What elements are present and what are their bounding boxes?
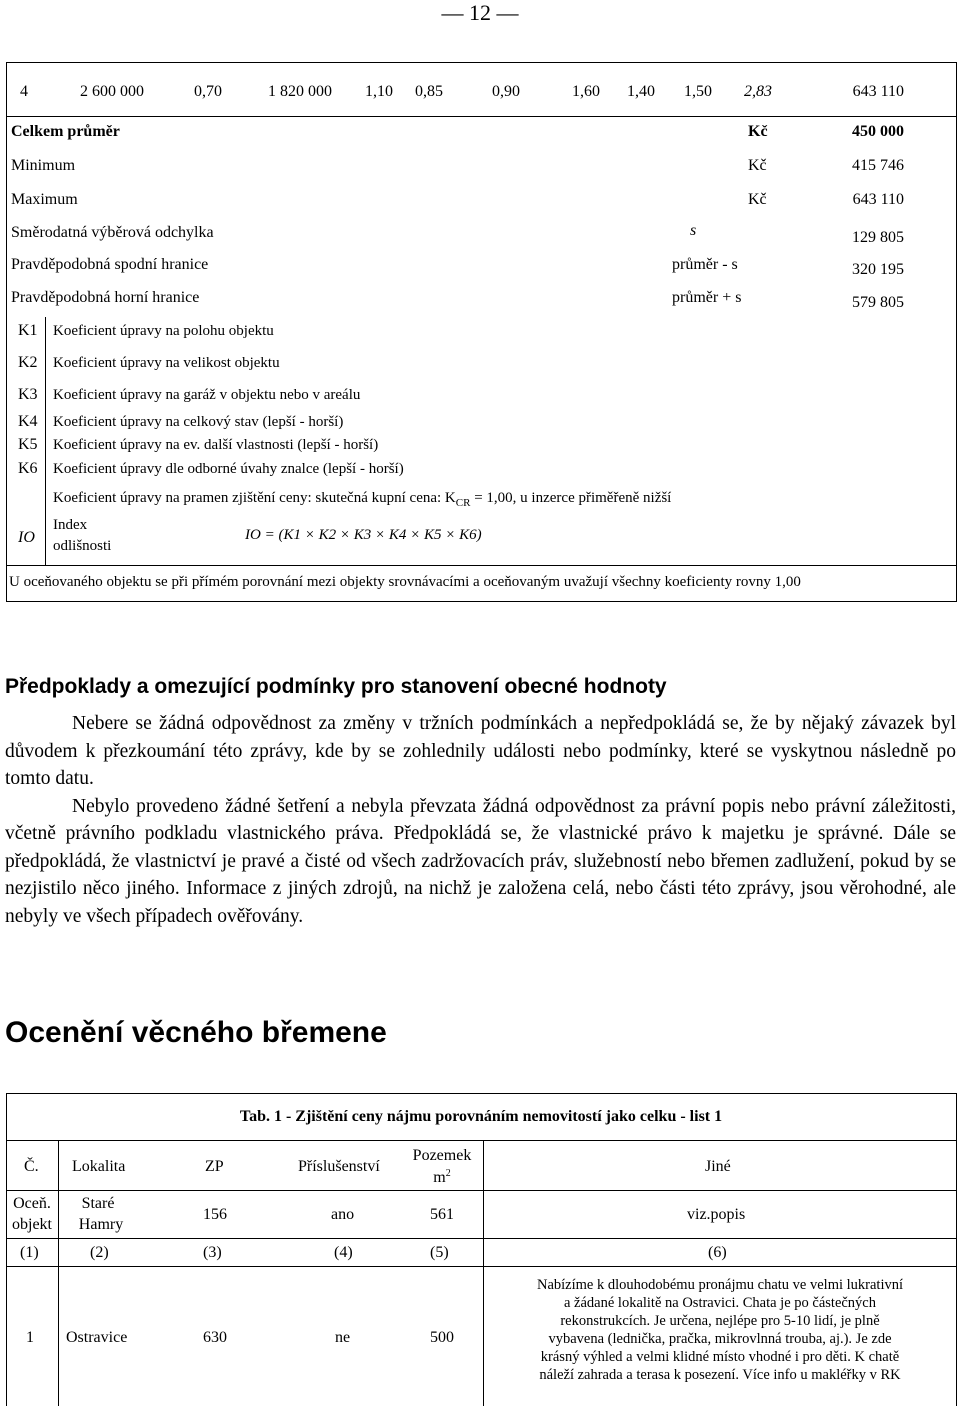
kcr-line: [53, 489, 671, 508]
header-c: Č.: [24, 1158, 39, 1175]
num-1: (1): [20, 1244, 39, 1261]
row4-k5: 1,40: [627, 83, 655, 100]
stat-value-avg: 450 000: [852, 123, 904, 140]
kcr-sub: CR: [455, 497, 471, 509]
header-lokalita: Lokalita: [72, 1158, 126, 1175]
stat-unit-avg: Kč: [748, 123, 768, 140]
r1-jine-line: náleží zahrada a terasa k posezení. Více info u makléřky v RK: [539, 1367, 901, 1383]
r1-jine-line: rekonstrukcích. Je určena, nejlépe pro 5-10 lidí, je plně: [560, 1313, 880, 1329]
num-2: (2): [90, 1244, 109, 1261]
coef-text-k6: Koeficient úpravy dle odborné úvahy znalce (lepší - horší): [53, 461, 404, 477]
coef-text-k2: Koeficient úpravy na velikost objektu: [53, 355, 280, 371]
row4-result: 643 110: [852, 83, 904, 100]
r1-jine-line: a žádané lokalitě na Ostravici. Chata je po částečných: [563, 1295, 876, 1311]
io-label-1: Index: [53, 517, 88, 533]
stat-unit-max: Kč: [748, 191, 767, 208]
kcr-suffix: = 1,00, u inzerce přiměřeně nižší: [470, 490, 672, 506]
stat-value-sd: 129 805: [852, 229, 904, 246]
r1-lokalita: Ostravice: [66, 1329, 128, 1346]
oc-c1: Oceň.: [13, 1195, 51, 1212]
oc-lokalita-2: Hamry: [78, 1216, 124, 1233]
io-label-2: odlišnosti: [53, 538, 112, 554]
coef-code-k5: K5: [18, 436, 38, 453]
stat-label-avg: Celkem průměr: [11, 123, 120, 140]
num-5: (5): [430, 1244, 449, 1261]
r1-prisl: ne: [335, 1329, 351, 1346]
stat-label-upper: Pravděpodobná horní hranice: [11, 289, 200, 306]
coef-code-k6: K6: [18, 460, 38, 477]
oc-jine: viz.popis: [687, 1206, 746, 1223]
coef-code-k3: K3: [18, 386, 38, 403]
oc-c2: objekt: [12, 1216, 52, 1233]
row4-coef: 0,70: [194, 83, 222, 100]
r1-pozemek: 500: [430, 1329, 454, 1346]
oc-prisl: ano: [331, 1206, 355, 1223]
stat-unit-min: Kč: [748, 157, 767, 174]
stat-unit-sd: s: [690, 222, 697, 239]
r1-jine-line: Nabízíme k dlouhodobému pronájmu chatu ve velmi lukrativní: [536, 1277, 904, 1293]
header-pozemek-unit: [404, 1169, 480, 1189]
num-6: (6): [708, 1244, 727, 1261]
oc-zp: 156: [203, 1206, 227, 1223]
r1-zp: 630: [203, 1329, 227, 1346]
num-4: (4): [334, 1244, 353, 1261]
header-pozemek: Pozemek: [412, 1147, 472, 1164]
r1-c: 1: [26, 1329, 34, 1346]
section-title-easement: Ocenění věcného břemene: [5, 1016, 387, 1049]
coef-text-k5: Koeficient úpravy na ev. další vlastnosti (lepší - horší): [53, 437, 379, 453]
coef-text-k3: Koeficient úpravy na garáž v objektu nebo v areálu: [53, 387, 361, 403]
unit-m: m: [433, 1169, 446, 1186]
kcr-prefix: Koeficient úpravy na pramen zjištění ceny: skutečná kupní cena: K: [53, 490, 456, 506]
row4-adjusted: 1 820 000: [268, 83, 332, 100]
oc-pozemek: 561: [430, 1206, 454, 1223]
stat-value-lower: 320 195: [852, 261, 904, 278]
io-code: IO: [18, 529, 35, 546]
paragraph-2: Nebylo provedeno žádné šetření a nebyla převzata žádná odpovědnost za právní popis nebo právní záležitosti, včetně právního podkladu vlastnického práva. Předpokládá se, že vlastnické právo k majetku je správné. Dále se předpokládá, že vlastnictví je pravé a čisté od všech zadržovacích práv, služebností nebo břemen zadlužení, pokud by se nezjistilo něco jiného. Informace z jiných zdrojů, na nichž je založena celá, nebo části této zprávy, jsou věrohodné, ale nebyly ve všech případech ověřovány.: [5, 795, 956, 927]
paragraph-1: Nebere se žádná odpovědnost za změny v tržních podmínkách a nepředpokládá se, že by nějaký závazek byl důvodem k přezkoumání této zprávy, kde by se zohlednily události nebo podmínky, které se vyskytnou následně po tomto datu.: [5, 713, 956, 789]
header-prisl: Příslušenství: [298, 1158, 380, 1175]
row4-k3: 0,90: [492, 83, 520, 100]
row4-io: 2,83: [744, 83, 772, 100]
coef-code-k1: K1: [18, 322, 38, 339]
section-title-assumptions: Předpoklady a omezující podmínky pro stanovení obecné hodnoty: [5, 675, 667, 698]
stat-label-max: Maximum: [11, 191, 78, 208]
unit-sup: 2: [445, 1168, 451, 1179]
coef-text-k4: Koeficient úpravy na celkový stav (lepší - horší): [53, 414, 344, 430]
assumptions-text: [5, 710, 956, 930]
page-number: — 12 —: [441, 0, 519, 25]
oc-lokalita-1: Staré: [81, 1195, 115, 1212]
stat-unit-upper: průměr + s: [672, 289, 742, 306]
coef-code-k4: K4: [18, 413, 38, 430]
r1-jine-line: vybavena (lednička, pračka, mikrovlnná trouba, aj.). Je zde: [548, 1331, 892, 1347]
r1-jine-line: krásný výhled a velmi klidné místo vhodné i pro děti. K chatě: [540, 1349, 900, 1365]
table-caption: Tab. 1 - Zjištění ceny nájmu porovnáním nemovitostí jako celku - list 1: [239, 1108, 723, 1125]
note-text: U oceňovaného objektu se při přímém porovnání mezi objekty srovnávacími a oceňovaným uvažují všechny koeficienty rovny 1,00: [9, 574, 801, 590]
header-jine: Jiné: [705, 1158, 731, 1175]
stat-label-min: Minimum: [11, 157, 76, 174]
row4-k6: 1,50: [684, 83, 712, 100]
row4-price: 2 600 000: [80, 83, 144, 100]
stat-unit-lower: průměr - s: [672, 256, 738, 273]
header-zp: ZP: [205, 1158, 224, 1175]
stat-value-upper: 579 805: [852, 294, 904, 311]
row4-k4: 1,60: [572, 83, 600, 100]
num-3: (3): [203, 1244, 222, 1261]
r1-jine: [484, 1276, 956, 1384]
stat-label-sd: Směrodatná výběrová odchylka: [11, 224, 214, 241]
stat-value-max: 643 110: [852, 191, 904, 208]
row4-no: 4: [20, 83, 28, 100]
row4-k2: 0,85: [415, 83, 443, 100]
coef-code-k2: K2: [18, 354, 38, 371]
io-formula: IO = (K1 × K2 × K3 × K4 × K5 × K6): [245, 527, 482, 543]
stat-label-lower: Pravděpodobná spodní hranice: [11, 256, 209, 273]
coef-text-k1: Koeficient úpravy na polohu objektu: [53, 323, 274, 339]
row4-k1: 1,10: [365, 83, 393, 100]
stat-value-min: 415 746: [852, 157, 904, 174]
